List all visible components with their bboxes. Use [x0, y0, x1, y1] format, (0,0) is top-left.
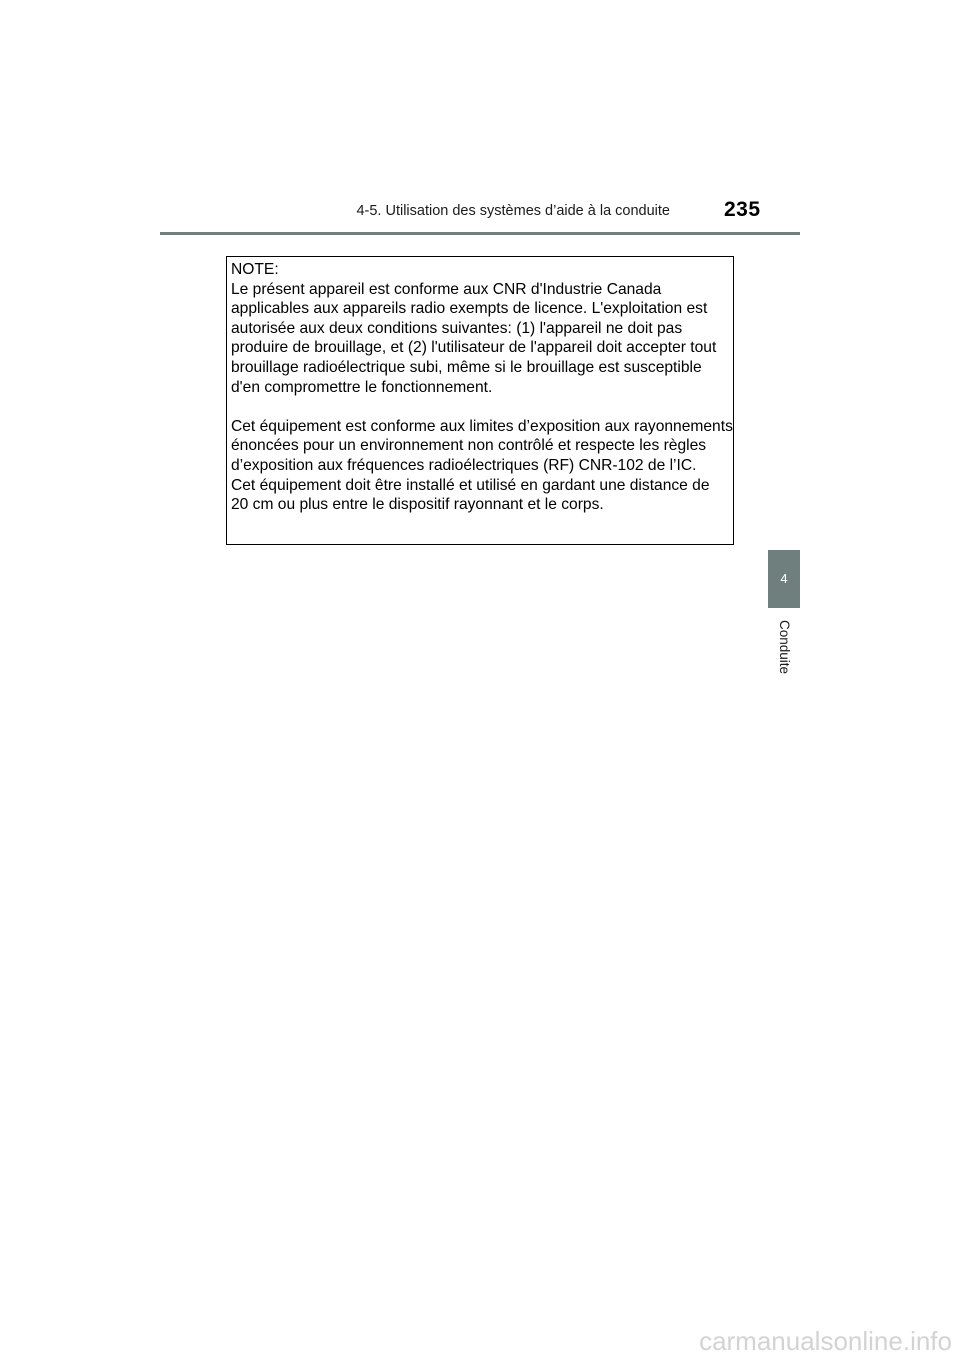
- notice-line: autorisée aux deux conditions suivantes: (1) l'appareil ne doit pas: [231, 319, 683, 337]
- notice-line: d’exposition aux fréquences radioélectriques (RF) CNR-102 de l’IC.: [231, 456, 697, 474]
- watermark: carmanualsonline.info: [699, 1326, 952, 1356]
- notice-line: énoncées pour un environnement non contrôlé et respecte les règles: [231, 437, 707, 455]
- notice-line: d'en compromettre le fonctionnement.: [231, 378, 493, 396]
- notice-line: applicables aux appareils radio exempts de licence. L'exploitation est: [231, 300, 708, 318]
- notice-line: NOTE:: [231, 261, 279, 278]
- section-title: 4-5. Utilisation des systèmes d’aide à la conduite: [356, 203, 670, 219]
- notice-line: produire de brouillage, et (2) l'utilisateur de l'appareil doit accepter tout: [231, 339, 717, 357]
- page-number: 235: [724, 198, 761, 221]
- notice-line: brouillage radioélectrique subi, même si le brouillage est susceptible: [231, 358, 702, 376]
- chapter-label: Conduite: [777, 620, 792, 675]
- notice-line: Cet équipement doit être installé et utilisé en gardant une distance de: [231, 476, 710, 494]
- notice-line: Le présent appareil est conforme aux CNR d'Industrie Canada: [231, 280, 662, 298]
- chapter-tab: 4: [768, 550, 800, 608]
- notice-line: Cet équipement est conforme aux limites d’exposition aux rayonnements: [231, 417, 733, 435]
- header-divider: [160, 232, 800, 235]
- notice-line: 20 cm ou plus entre le dispositif rayonnant et le corps.: [231, 496, 604, 514]
- regulatory-notice-box: [226, 256, 734, 545]
- paragraph-spacer: [231, 397, 733, 417]
